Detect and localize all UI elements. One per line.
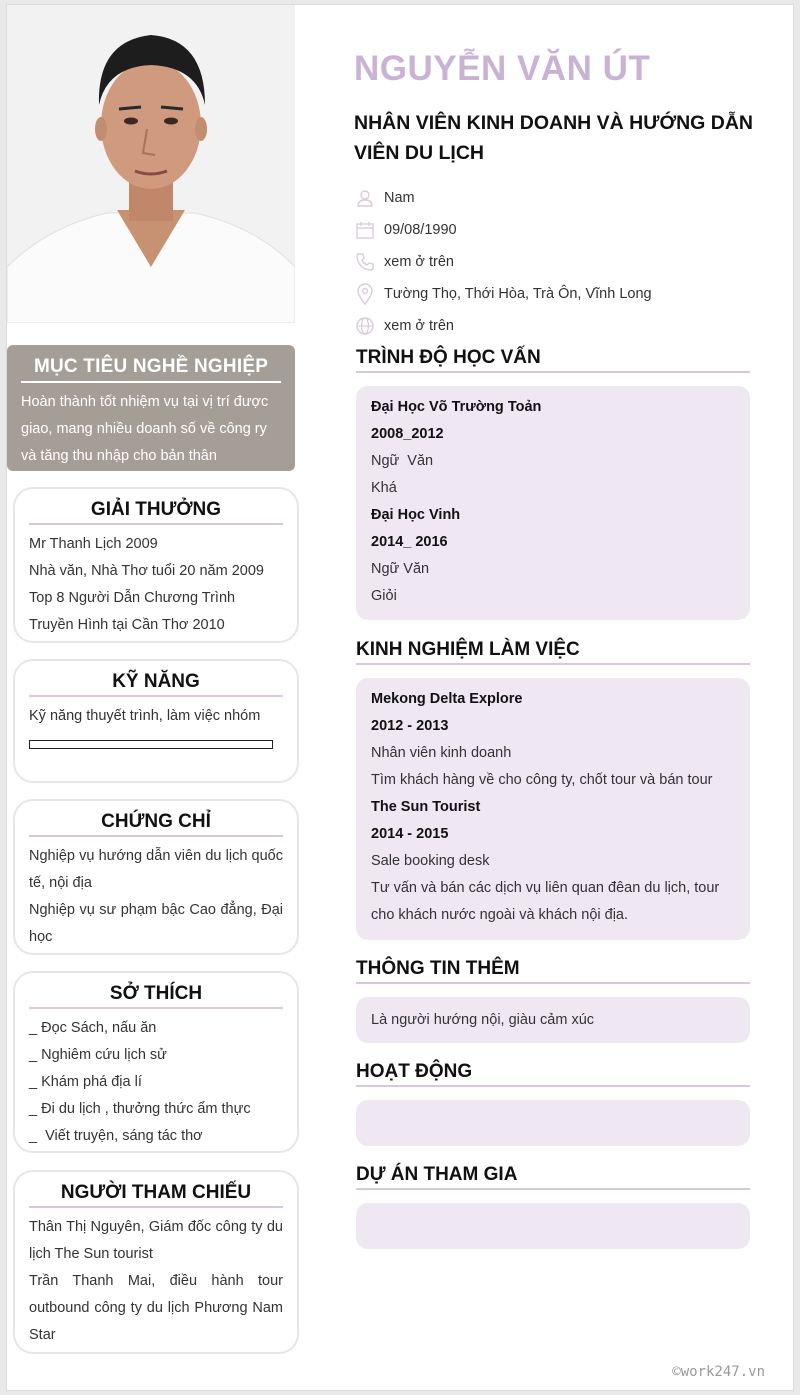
globe-icon (354, 315, 376, 337)
info-address-value: Tường Thọ, Thới Hòa, Trà Ôn, Vĩnh Long (384, 286, 652, 302)
extra-info-text: Là người hướng nội, giàu cảm xúc (371, 1012, 595, 1028)
references-title: NGƯỜI THAM CHIẾU (29, 1182, 283, 1208)
education-school: Đại Học Vinh (371, 507, 461, 523)
experience-years: 2012 - 2013 (371, 718, 449, 734)
education-box (356, 386, 750, 620)
education-major: Ngữ Văn (371, 561, 430, 577)
info-phone-value: xem ở trên (384, 254, 454, 270)
hobby-item: _ Viết truyện, sáng tác thơ (29, 1128, 203, 1144)
info-birthdate (354, 217, 774, 243)
award-item: Mr Thanh Lịch 2009 (29, 536, 158, 552)
skill-item: Kỹ năng thuyết trình, làm việc nhóm (29, 708, 261, 724)
info-birthdate-value: 09/08/1990 (384, 222, 457, 238)
award-item: Nhà văn, Nhà Thơ tuổi 20 năm 2009 (29, 563, 264, 579)
experience-role: Nhân viên kinh doanh (371, 745, 512, 761)
watermark: ©work247.vn (672, 1364, 765, 1380)
job-title: NHÂN VIÊN KINH DOANH VÀ HƯỚNG DẪN VIÊN DU LỊCH (354, 112, 753, 164)
phone-icon (354, 251, 376, 273)
skills-section (13, 659, 299, 783)
hobbies-title: SỞ THÍCH (29, 983, 283, 1009)
info-address (354, 281, 774, 307)
reference-item: Thân Thị Nguyên, Giám đốc công ty du lịch The Sun tourist (29, 1219, 283, 1262)
activities-title: HOẠT ĐỘNG (356, 1061, 750, 1087)
experience-years: 2014 - 2015 (371, 826, 449, 842)
extra-info-box (356, 997, 750, 1043)
projects-box (356, 1203, 750, 1249)
certificate-item: Nghiệp vụ hướng dẫn viên du lịch quốc tế, nội địa (29, 848, 283, 891)
education-title: TRÌNH ĐỘ HỌC VẤN (356, 347, 750, 373)
calendar-icon (354, 219, 376, 241)
activities-box (356, 1100, 750, 1146)
references-section (13, 1170, 299, 1354)
cv-page (6, 4, 794, 1391)
projects-title: DỰ ÁN THAM GIA (356, 1164, 750, 1190)
career-objective-text: Hoàn thành tốt nhiệm vụ tại vị trí được giao, mang nhiều doanh số về công ry và tăng thu nhập cho bản thân (21, 394, 269, 464)
education-school: Đại Học Võ Trường Toản (371, 399, 542, 415)
education-grade: Giỏi (371, 588, 397, 604)
education-grade: Khá (371, 480, 397, 496)
full-name: NGUYỄN VĂN ÚT (354, 49, 651, 88)
extra-info-title: THÔNG TIN THÊM (356, 958, 750, 984)
portrait-image (7, 5, 295, 323)
experience-desc: Tìm khách hàng về cho công ty, chốt tour và bán tour (371, 772, 713, 788)
career-objective-title: MỤC TIÊU NGHỀ NGHIỆP (21, 345, 281, 383)
awards-title: GIẢI THƯỞNG (29, 499, 283, 525)
info-gender (354, 185, 774, 211)
certificates-section (13, 799, 299, 955)
info-website-value: xem ở trên (384, 318, 454, 334)
education-major: Ngữ Văn (371, 453, 434, 469)
career-objective-section (7, 345, 295, 471)
experience-company: Mekong Delta Explore (371, 691, 523, 707)
hobby-item: _ Đi du lịch , thưởng thức ẩm thực (29, 1101, 251, 1117)
certificate-item: Nghiệp vụ sư phạm bậc Cao đẳng, Đại học (29, 902, 283, 945)
info-website (354, 313, 774, 339)
skill-level-bar (29, 740, 273, 749)
profile-photo (7, 5, 295, 323)
hobby-item: _ Đọc Sách, nấu ăn (29, 1020, 157, 1036)
experience-title: KINH NGHIỆM LÀM VIỆC (356, 639, 750, 665)
experience-box (356, 678, 750, 940)
award-item: Top 8 Người Dẫn Chương Trình Truyền Hình tại Cần Thơ 2010 (29, 590, 236, 633)
hobby-item: _ Khám phá địa lí (29, 1074, 142, 1090)
experience-desc: Tư vấn và bán các dịch vụ liên quan đêan du lịch, tour cho khách nước ngoài và khách nội địa. (371, 880, 720, 923)
user-icon (354, 187, 376, 209)
info-phone (354, 249, 774, 275)
education-years: 2014_ 2016 (371, 534, 448, 550)
awards-section (13, 487, 299, 643)
experience-role: Sale booking desk (371, 853, 490, 869)
skills-title: KỸ NĂNG (29, 671, 283, 697)
hobbies-section (13, 971, 299, 1153)
hobby-item: _ Nghiêm cứu lịch sử (29, 1047, 167, 1063)
location-pin-icon (354, 283, 376, 305)
education-years: 2008_2012 (371, 426, 444, 442)
info-gender-value: Nam (384, 190, 415, 206)
experience-company: The Sun Tourist (371, 799, 481, 815)
certificates-title: CHỨNG CHỈ (29, 811, 283, 837)
reference-item: Trần Thanh Mai, điều hành tour outbound công ty du lịch Phương Nam Star (29, 1273, 283, 1343)
